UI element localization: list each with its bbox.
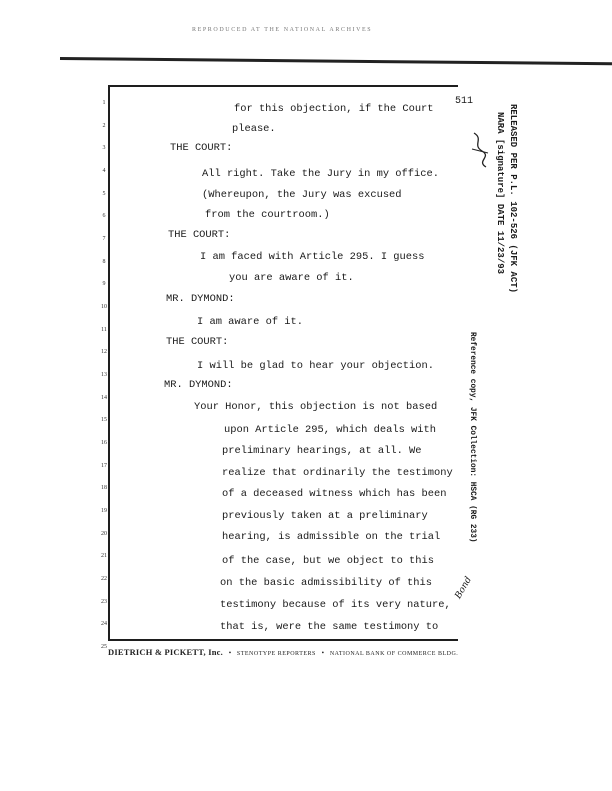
footer	[108, 647, 458, 657]
line-number: 13	[101, 372, 107, 378]
firm-name: DIETRICH & PICKETT, Inc.	[108, 647, 223, 657]
transcript-line: (Whereupon, the Jury was excused	[202, 189, 402, 201]
line-number: 4	[102, 168, 106, 174]
line-number: 17	[101, 463, 107, 469]
transcript-line: for this objection, if the Court	[234, 103, 434, 115]
transcript-line: you are aware of it.	[229, 272, 354, 284]
speaker-label: THE COURT:	[168, 229, 231, 241]
transcript-line: preliminary hearings, at all. We	[222, 445, 422, 457]
top-rule	[60, 57, 612, 65]
line-number: 20	[101, 531, 107, 537]
page-number: 511	[455, 96, 474, 107]
line-number: 15	[101, 417, 107, 423]
line-number: 11	[101, 327, 107, 333]
transcript-line: I am faced with Article 295. I guess	[200, 251, 425, 263]
line-number: 3	[102, 145, 106, 151]
footer-separator: •	[228, 649, 232, 657]
transcript-line: previously taken at a preliminary	[222, 510, 428, 522]
transcript-line: from the courtroom.)	[205, 209, 330, 221]
line-number: 14	[101, 395, 107, 401]
firm-service: STENOTYPE REPORTERS	[236, 651, 316, 657]
transcript-line: realize that ordinarily the testimony	[222, 467, 453, 479]
line-number: 1	[102, 100, 106, 106]
transcript-line: of the case, but we object to this	[222, 555, 435, 567]
transcript-line: All right. Take the Jury in my office.	[202, 168, 439, 180]
transcript-line: of a deceased witness which has been	[222, 488, 447, 500]
transcript-line: that is, were the same testimony to	[220, 621, 439, 633]
release-stamp-line2: NARA [signature] DATE 11/23/93	[495, 112, 505, 275]
line-number: 5	[102, 191, 106, 197]
line-number: 19	[101, 508, 107, 514]
transcript-line: please.	[232, 123, 276, 135]
line-number: 23	[101, 599, 107, 605]
speaker-label: MR. DYMOND:	[166, 293, 235, 305]
transcript-line: I am aware of it.	[197, 316, 304, 328]
transcript-line: on the basic admissibility of this	[220, 577, 433, 589]
transcript-line: hearing, is admissible on the trial	[222, 531, 441, 543]
line-number: 2	[102, 123, 106, 129]
handwritten-mark: Bond	[453, 575, 475, 601]
line-number: 10	[101, 304, 107, 310]
transcript-line: I will be glad to hear your objection.	[197, 360, 434, 372]
transcript-line: upon Article 295, which deals with	[224, 424, 437, 436]
line-number: 21	[101, 553, 107, 559]
footer-separator: •	[321, 649, 325, 657]
line-number: 16	[101, 440, 107, 446]
line-number: 6	[102, 213, 106, 219]
line-number: 9	[102, 281, 106, 287]
speaker-label: THE COURT:	[170, 142, 233, 154]
line-number: 12	[101, 349, 107, 355]
speaker-label: MR. DYMOND:	[164, 379, 233, 391]
release-stamp-line1: RELEASED PER P.L. 102-526 (JFK ACT)	[508, 104, 518, 294]
reference-note: Reference copy, JFK Collection: HSCA (RG 233)	[468, 332, 476, 543]
line-number: 7	[102, 236, 106, 242]
line-number: 8	[102, 259, 106, 265]
speaker-label: THE COURT:	[166, 336, 229, 348]
line-number: 18	[101, 485, 107, 491]
line-number: 25	[101, 644, 107, 650]
firm-address: NATIONAL BANK OF COMMERCE BLDG.	[329, 651, 459, 657]
archive-stamp: REPRODUCED AT THE NATIONAL ARCHIVES	[192, 27, 373, 33]
line-number: 24	[101, 621, 107, 627]
line-number: 22	[101, 576, 107, 582]
transcript-line: Your Honor, this objection is not based	[194, 401, 438, 413]
transcript-line: testimony because of its very nature,	[220, 599, 451, 611]
signature-scrawl	[470, 131, 492, 171]
